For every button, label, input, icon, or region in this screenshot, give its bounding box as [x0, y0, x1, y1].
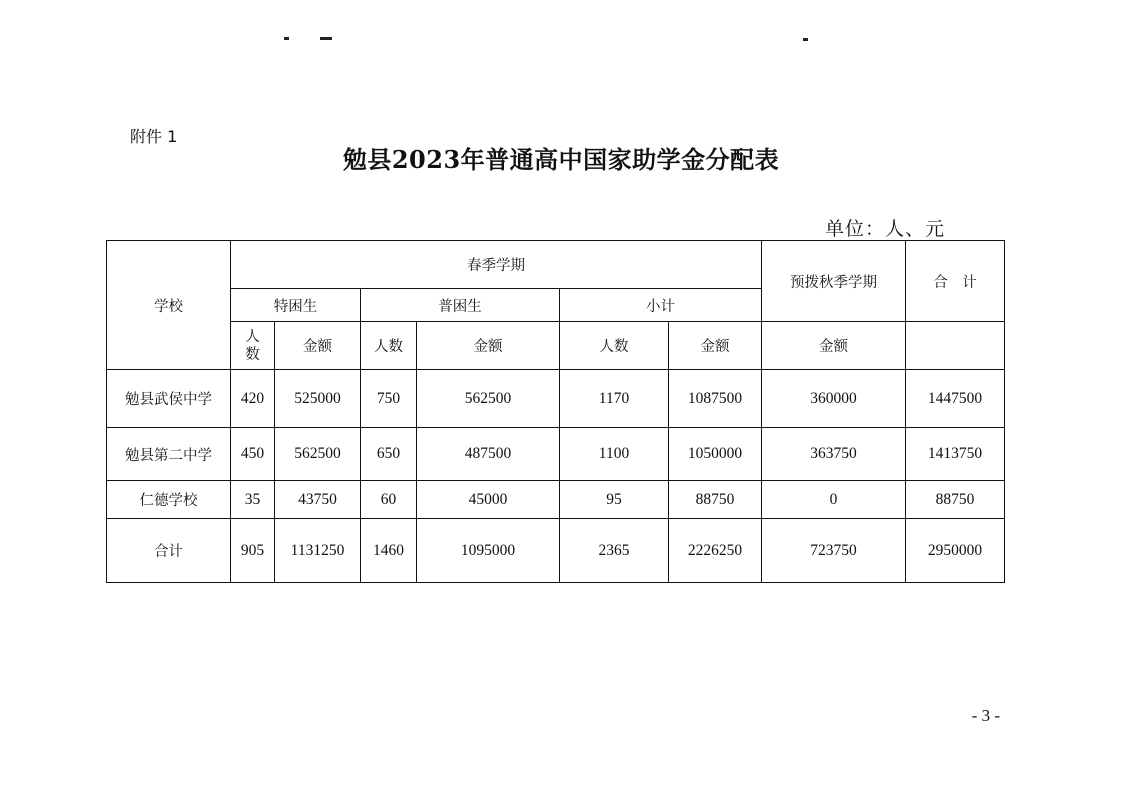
special-amount: 43750 [275, 481, 361, 519]
header-total: 合 计 [906, 241, 1005, 322]
scan-speck [803, 38, 808, 41]
page-number: - 3 - [971, 706, 1000, 725]
row-total: 1413750 [906, 428, 1005, 481]
subtotal-count: 2365 [560, 519, 669, 583]
autumn-amount: 363750 [762, 428, 906, 481]
general-count: 650 [361, 428, 417, 481]
header-general-count: 人数 [361, 322, 417, 370]
special-count: 35 [231, 481, 275, 519]
general-amount: 562500 [417, 370, 560, 428]
special-count: 450 [231, 428, 275, 481]
header-autumn-semester: 预拨秋季学期 [762, 241, 906, 322]
row-total: 1447500 [906, 370, 1005, 428]
header-special-amount: 金额 [275, 322, 361, 370]
header-school: 学校 [107, 241, 231, 370]
header-special-count-line2: 数 [245, 346, 260, 363]
header-special-count [231, 322, 275, 370]
header-subtotal-amount: 金额 [669, 322, 762, 370]
header-autumn-amount: 金额 [762, 322, 906, 370]
header-general-poverty: 普困生 [361, 289, 560, 322]
special-amount: 1131250 [275, 519, 361, 583]
scan-speck [320, 37, 332, 40]
special-amount: 525000 [275, 370, 361, 428]
row-total: 88750 [906, 481, 1005, 519]
autumn-amount: 723750 [762, 519, 906, 583]
autumn-amount: 360000 [762, 370, 906, 428]
subtotal-amount: 1050000 [669, 428, 762, 481]
subtotal-count: 95 [560, 481, 669, 519]
special-amount: 562500 [275, 428, 361, 481]
school-name: 勉县第二中学 [107, 428, 231, 481]
special-count: 905 [231, 519, 275, 583]
table-row [107, 428, 1005, 481]
header-row-3 [107, 322, 1005, 370]
header-subtotal: 小计 [560, 289, 762, 322]
subtotal-amount: 2226250 [669, 519, 762, 583]
subtotal-count: 1100 [560, 428, 669, 481]
general-count: 750 [361, 370, 417, 428]
header-subtotal-count: 人数 [560, 322, 669, 370]
subtotal-amount: 1087500 [669, 370, 762, 428]
subtotal-amount: 88750 [669, 481, 762, 519]
header-general-amount: 金额 [417, 322, 560, 370]
table-row [107, 370, 1005, 428]
general-amount: 1095000 [417, 519, 560, 583]
header-total-blank [906, 322, 1005, 370]
row-total: 2950000 [906, 519, 1005, 583]
scan-speck [284, 37, 289, 40]
table-row-total [107, 519, 1005, 583]
table-row [107, 481, 1005, 519]
header-special-poverty: 特困生 [231, 289, 361, 322]
page-title: 勉县2023年普通高中国家助学金分配表 [342, 145, 780, 174]
general-count: 1460 [361, 519, 417, 583]
general-amount: 45000 [417, 481, 560, 519]
attachment-label: 附件 1 [130, 127, 178, 146]
allocation-table [106, 240, 1005, 583]
general-amount: 487500 [417, 428, 560, 481]
school-name: 勉县武侯中学 [107, 370, 231, 428]
header-special-count-line1: 人 [245, 328, 260, 345]
school-name: 仁德学校 [107, 481, 231, 519]
total-label: 合计 [107, 519, 231, 583]
header-spring-semester: 春季学期 [231, 241, 762, 289]
subtotal-count: 1170 [560, 370, 669, 428]
header-row-1 [107, 241, 1005, 289]
unit-label: 单位：人、元 [824, 218, 945, 240]
general-count: 60 [361, 481, 417, 519]
special-count: 420 [231, 370, 275, 428]
autumn-amount: 0 [762, 481, 906, 519]
